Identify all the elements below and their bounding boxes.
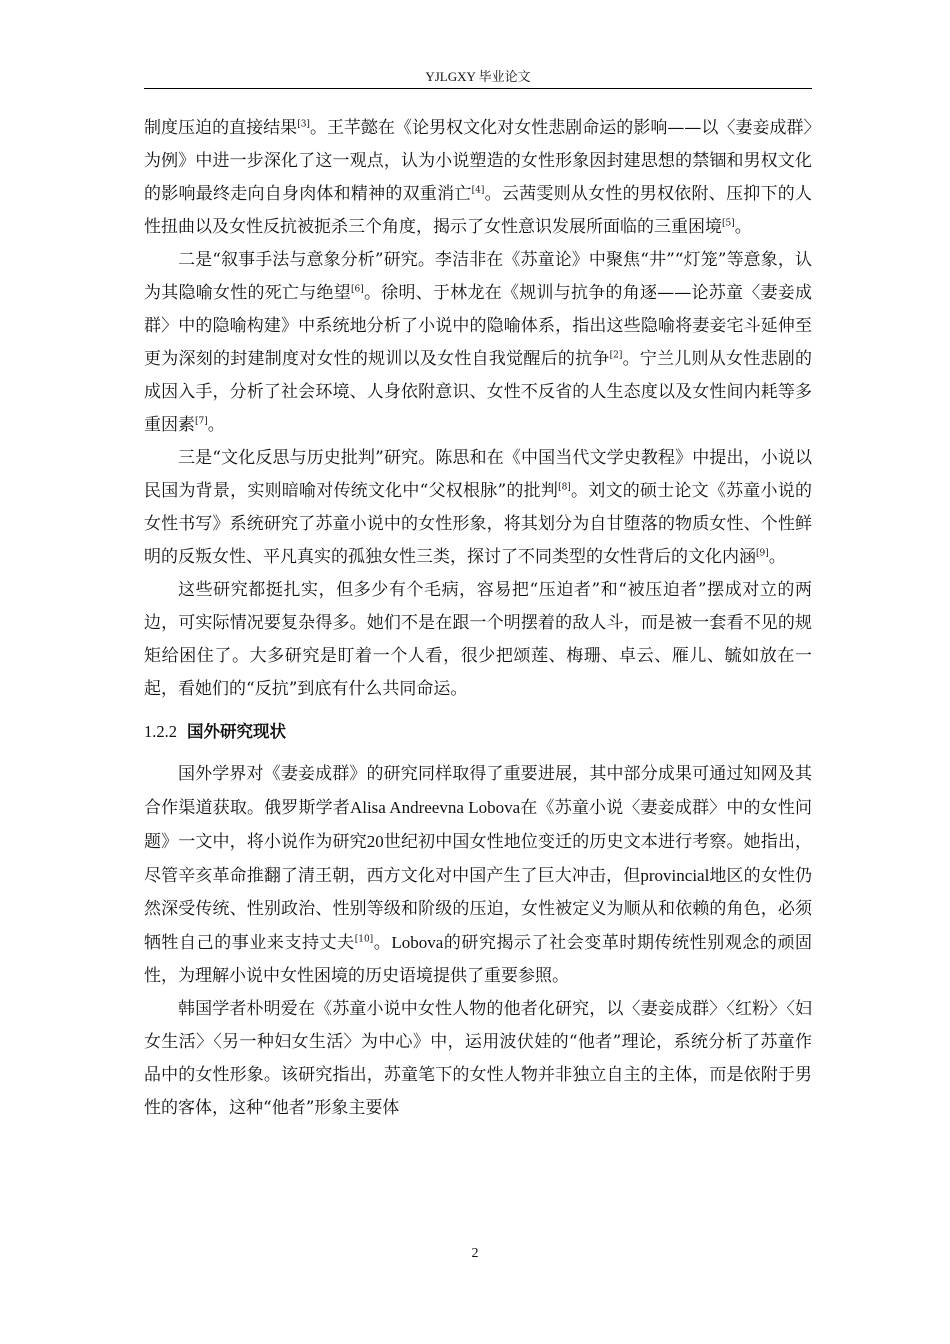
section-title: 国外研究现状: [187, 722, 286, 741]
section-heading: [144, 717, 812, 747]
header-rule: [144, 88, 812, 89]
page-header: YJLGXY 毕业论文: [425, 69, 531, 84]
citation-6: [6]: [351, 284, 364, 295]
citation-2: [2]: [609, 350, 623, 361]
citation-10: [10]: [354, 934, 374, 945]
section-number: 1.2.2: [144, 722, 177, 741]
document-body: [144, 112, 812, 1125]
citation-5: [5]: [722, 218, 735, 229]
paragraph-narrative-imagery-studies: 二是“叙事手法与意象分析”研究。李洁非在《苏童论》中聚焦“井”“灯笼”等意象，认为其隐喻女性的死亡与绝望[6]。徐明、于林龙在《规训与抗争的角逐——论苏童〈妻妾成群〉中的隐喻构建》中系统地分析了小说中的隐喻体系，指出这些隐喻将妻妾宅斗延伸至更为深刻的封建制度对女性的规训以及女性自我觉醒后的抗争[2]。宁兰儿则从女性悲剧的成因入手，分析了社会环境、人身依附意识、女性不反省的人生态度以及女性间内耗等多重因素[7]。: [144, 250, 813, 435]
citation-7: [7]: [195, 416, 208, 427]
citation-8: [8]: [558, 482, 571, 493]
paragraph-research-gap: 这些研究都挺扎实，但多少有个毛病，容易把“压迫者”和“被压迫者”摆成对立的两边，可实际情况要复杂得多。她们不是在跟一个明摆着的敌人斗，而是被一套看不见的规矩给困住了。大多研究是盯着一个人看，很少把颂莲、梅珊、卓云、雁儿、毓如放在一起，看她们的“反抗”到底有什么共同命运。: [144, 580, 812, 699]
citation-9: [9]: [756, 548, 769, 559]
paragraph-cultural-critique-studies: 三是“文化反思与历史批判”研究。陈思和在《中国当代文学史教程》中提出，小说以民国为背景，实则暗喻对传统文化中“父权根脉”的批判[8]。刘文的硕士论文《苏童小说的女性书写》系统研究了苏童小说中的女性形象，将其划分为自甘堕落的物质女性、个性鲜明的反叛女性、平凡真实的孤独女性三类，探讨了不同类型的女性背后的文化内涵[9]。: [144, 448, 812, 567]
paragraph-foreign-research-park: 韩国学者朴明爱在《苏童小说中女性人物的他者化研究，以〈妻妾成群〉〈红粉〉〈妇女生活〉〈另一种妇女生活〉为中心》中，运用波伏娃的“他者”理论，系统分析了苏童作品中的女性形象。该研究指出，苏童笔下的女性人物并非独立自主的主体，而是依附于男性的客体，这种“他者”形象主要体: [144, 999, 812, 1118]
citation-3: [3]: [297, 119, 310, 130]
paragraph-women-fate-studies: 制度压迫的直接结果[3]。王芊懿在《论男权文化对女性悲剧命运的影响——以〈妻妾成群〉为例》中进一步深化了这一观点，认为小说塑造的女性形象因封建思想的禁锢和男权文化的影响最终走向自身肉体和精神的双重消亡[4]。云茜雯则从女性的男权依附、压抑下的人性扭曲以及女性反抗被扼杀三个角度，揭示了女性意识发展所面临的三重困境[5]。: [144, 118, 813, 237]
page-number: 2: [471, 1246, 479, 1261]
paragraph-foreign-research-lobova: 国外学界对《妻妾成群》的研究同样取得了重要进展，其中部分成果可通过知网及其合作渠道获取。俄罗斯学者Alisa Andreevna Lobova在《苏童小说〈妻妾成群〉中的女性问题》一文中，将小说作为研究20世纪初中国女性地位变迁的历史文本进行考察。她指出，尽管辛亥革命推翻了清王朝，西方文化对中国产生了巨大冲击，但provincial地区的女性仍然深受传统、性别政治、性别等级和阶级的压迫，女性被定义为顺从和依赖的角色，必须牺牲自己的事业来支持丈夫[10]。Lobova的研究揭示了社会变革时期传统性别观念的顽固性，为理解小说中女性困境的历史语境提供了重要参照。: [144, 764, 813, 986]
citation-4: [4]: [471, 185, 485, 196]
